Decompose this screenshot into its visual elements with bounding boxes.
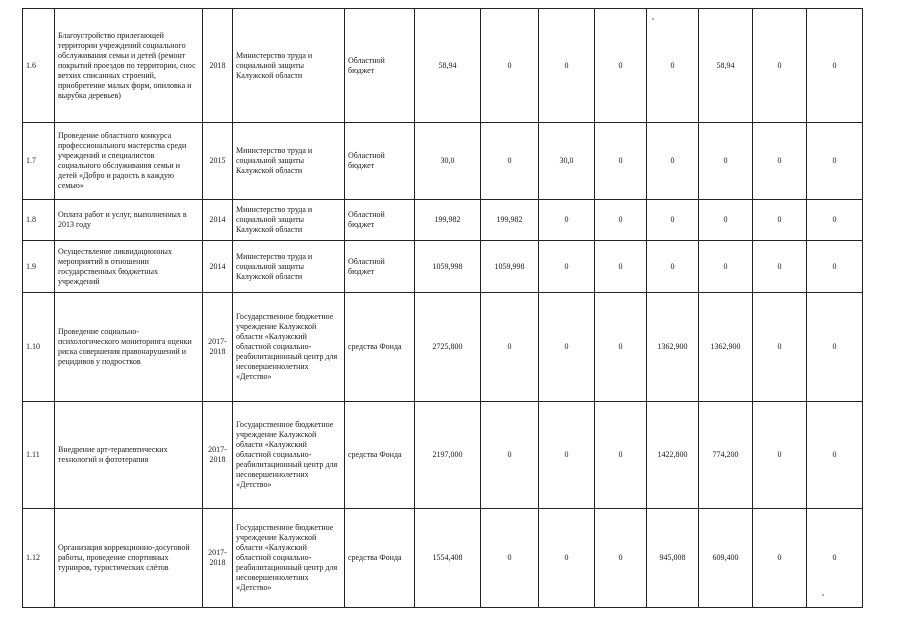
table-row — [23, 200, 863, 241]
value-total: 1059,998 — [415, 241, 481, 293]
value-total: 1554,408 — [415, 509, 481, 608]
value-cell: 0 — [807, 241, 863, 293]
value-cell: 0 — [699, 123, 753, 200]
value-cell: 0 — [481, 293, 539, 402]
value-cell: 0 — [753, 509, 807, 608]
value-cell: 0 — [753, 123, 807, 200]
value-cell: 0 — [595, 402, 647, 509]
executor-cell: Министерство труда и социальной защиты Калужской области — [233, 9, 345, 123]
value-cell: 0 — [539, 9, 595, 123]
activity-name: Внедрение арт-терапевтических технологий и фототерапия — [55, 402, 203, 509]
executor-cell: Государственное бюджетное учреждение Калужской области «Калужский областной социально-реабилитационный центр для несовершеннолетних «Детство» — [233, 293, 345, 402]
period-cell: 2018 — [203, 9, 233, 123]
executor-cell: Государственное бюджетное учреждение Калужской области «Калужский областной социально-реабилитационный центр для несовершеннолетних «Детство» — [233, 402, 345, 509]
value-cell: 199,982 — [481, 200, 539, 241]
value-cell: 0 — [595, 241, 647, 293]
activity-name: Организация коррекционно-досуговой работы, проведение спортивных турниров, туристических слётов — [55, 509, 203, 608]
value-cell: 0 — [539, 241, 595, 293]
value-cell: 0 — [753, 9, 807, 123]
funding-source: средства Фонда — [345, 509, 415, 608]
table-row — [23, 123, 863, 200]
scan-speck — [652, 18, 654, 20]
value-cell: 1362,900 — [699, 293, 753, 402]
value-cell: 945,008 — [647, 509, 699, 608]
period-cell: 2017-2018 — [203, 293, 233, 402]
value-total: 58,94 — [415, 9, 481, 123]
value-cell: 0 — [753, 402, 807, 509]
value-cell: 0 — [807, 402, 863, 509]
value-cell: 0 — [753, 200, 807, 241]
value-cell: 0 — [699, 241, 753, 293]
value-cell: 0 — [481, 123, 539, 200]
row-number: 1.11 — [23, 402, 55, 509]
value-cell: 0 — [699, 200, 753, 241]
value-total: 199,982 — [415, 200, 481, 241]
value-cell: 0 — [539, 293, 595, 402]
value-cell: 58,94 — [699, 9, 753, 123]
value-cell: 0 — [481, 509, 539, 608]
activity-name: Проведение социально-психологического мониторинга оценки риска совершения правонарушений и рецидивов у подростков — [55, 293, 203, 402]
period-cell: 2014 — [203, 241, 233, 293]
scan-speck — [822, 594, 824, 596]
table-row — [23, 402, 863, 509]
table-row — [23, 9, 863, 123]
value-total: 2725,800 — [415, 293, 481, 402]
value-cell: 0 — [647, 241, 699, 293]
value-cell: 0 — [595, 200, 647, 241]
program-table — [22, 8, 863, 608]
funding-source: Областной бюджет — [345, 200, 415, 241]
funding-source: средства Фонда — [345, 293, 415, 402]
table-row — [23, 293, 863, 402]
value-cell: 0 — [753, 293, 807, 402]
row-number: 1.10 — [23, 293, 55, 402]
value-cell: 609,400 — [699, 509, 753, 608]
value-cell: 0 — [481, 9, 539, 123]
value-cell: 0 — [595, 293, 647, 402]
value-cell: 0 — [595, 9, 647, 123]
value-total: 30,0 — [415, 123, 481, 200]
value-cell: 0 — [647, 200, 699, 241]
period-cell: 2017-2018 — [203, 509, 233, 608]
value-cell: 0 — [647, 123, 699, 200]
funding-source: Областной бюджет — [345, 123, 415, 200]
value-cell: 0 — [753, 241, 807, 293]
value-cell: 0 — [595, 509, 647, 608]
funding-source: средства Фонда — [345, 402, 415, 509]
value-cell: 1422,800 — [647, 402, 699, 509]
value-cell: 0 — [481, 402, 539, 509]
table-row — [23, 509, 863, 608]
value-cell: 0 — [539, 509, 595, 608]
value-cell: 0 — [595, 123, 647, 200]
table-row — [23, 241, 863, 293]
value-cell: 0 — [807, 509, 863, 608]
value-cell: 0 — [807, 293, 863, 402]
activity-name: Оплата работ и услуг, выполненных в 2013 году — [55, 200, 203, 241]
activity-name: Благоустройство прилегающей территории учреждений социального обслуживания семьи и детей (ремонт покрытий проездов по территории, снос ветхих списанных строений, приобретение малых форм, опиловка и вырубка деревьев) — [55, 9, 203, 123]
row-number: 1.9 — [23, 241, 55, 293]
value-cell: 30,0 — [539, 123, 595, 200]
value-cell: 0 — [539, 200, 595, 241]
value-cell: 0 — [807, 9, 863, 123]
value-cell: 0 — [539, 402, 595, 509]
value-cell: 1362,900 — [647, 293, 699, 402]
period-cell: 2014 — [203, 200, 233, 241]
value-cell: 0 — [807, 123, 863, 200]
executor-cell: Государственное бюджетное учреждение Калужской области «Калужский областной социально-реабилитационный центр для несовершеннолетних «Детство» — [233, 509, 345, 608]
value-cell: 1059,998 — [481, 241, 539, 293]
row-number: 1.6 — [23, 9, 55, 123]
row-number: 1.7 — [23, 123, 55, 200]
executor-cell: Министерство труда и социальной защиты Калужской области — [233, 241, 345, 293]
executor-cell: Министерство труда и социальной защиты Калужской области — [233, 200, 345, 241]
value-total: 2197,000 — [415, 402, 481, 509]
funding-source: Областной бюджет — [345, 241, 415, 293]
period-cell: 2015 — [203, 123, 233, 200]
activity-name: Осуществление ликвидационных мероприятий в отношении государственных бюджетных учреждений — [55, 241, 203, 293]
row-number: 1.12 — [23, 509, 55, 608]
funding-source: Областной бюджет — [345, 9, 415, 123]
executor-cell: Министерство труда и социальной защиты Калужской области — [233, 123, 345, 200]
period-cell: 2017-2018 — [203, 402, 233, 509]
activity-name: Проведение областного конкурса профессионального мастерства среди учреждений и специалистов социального обслуживания семьи и детей «Добро и радость в каждую семью» — [55, 123, 203, 200]
value-cell: 0 — [647, 9, 699, 123]
row-number: 1.8 — [23, 200, 55, 241]
value-cell: 0 — [807, 200, 863, 241]
value-cell: 774,200 — [699, 402, 753, 509]
